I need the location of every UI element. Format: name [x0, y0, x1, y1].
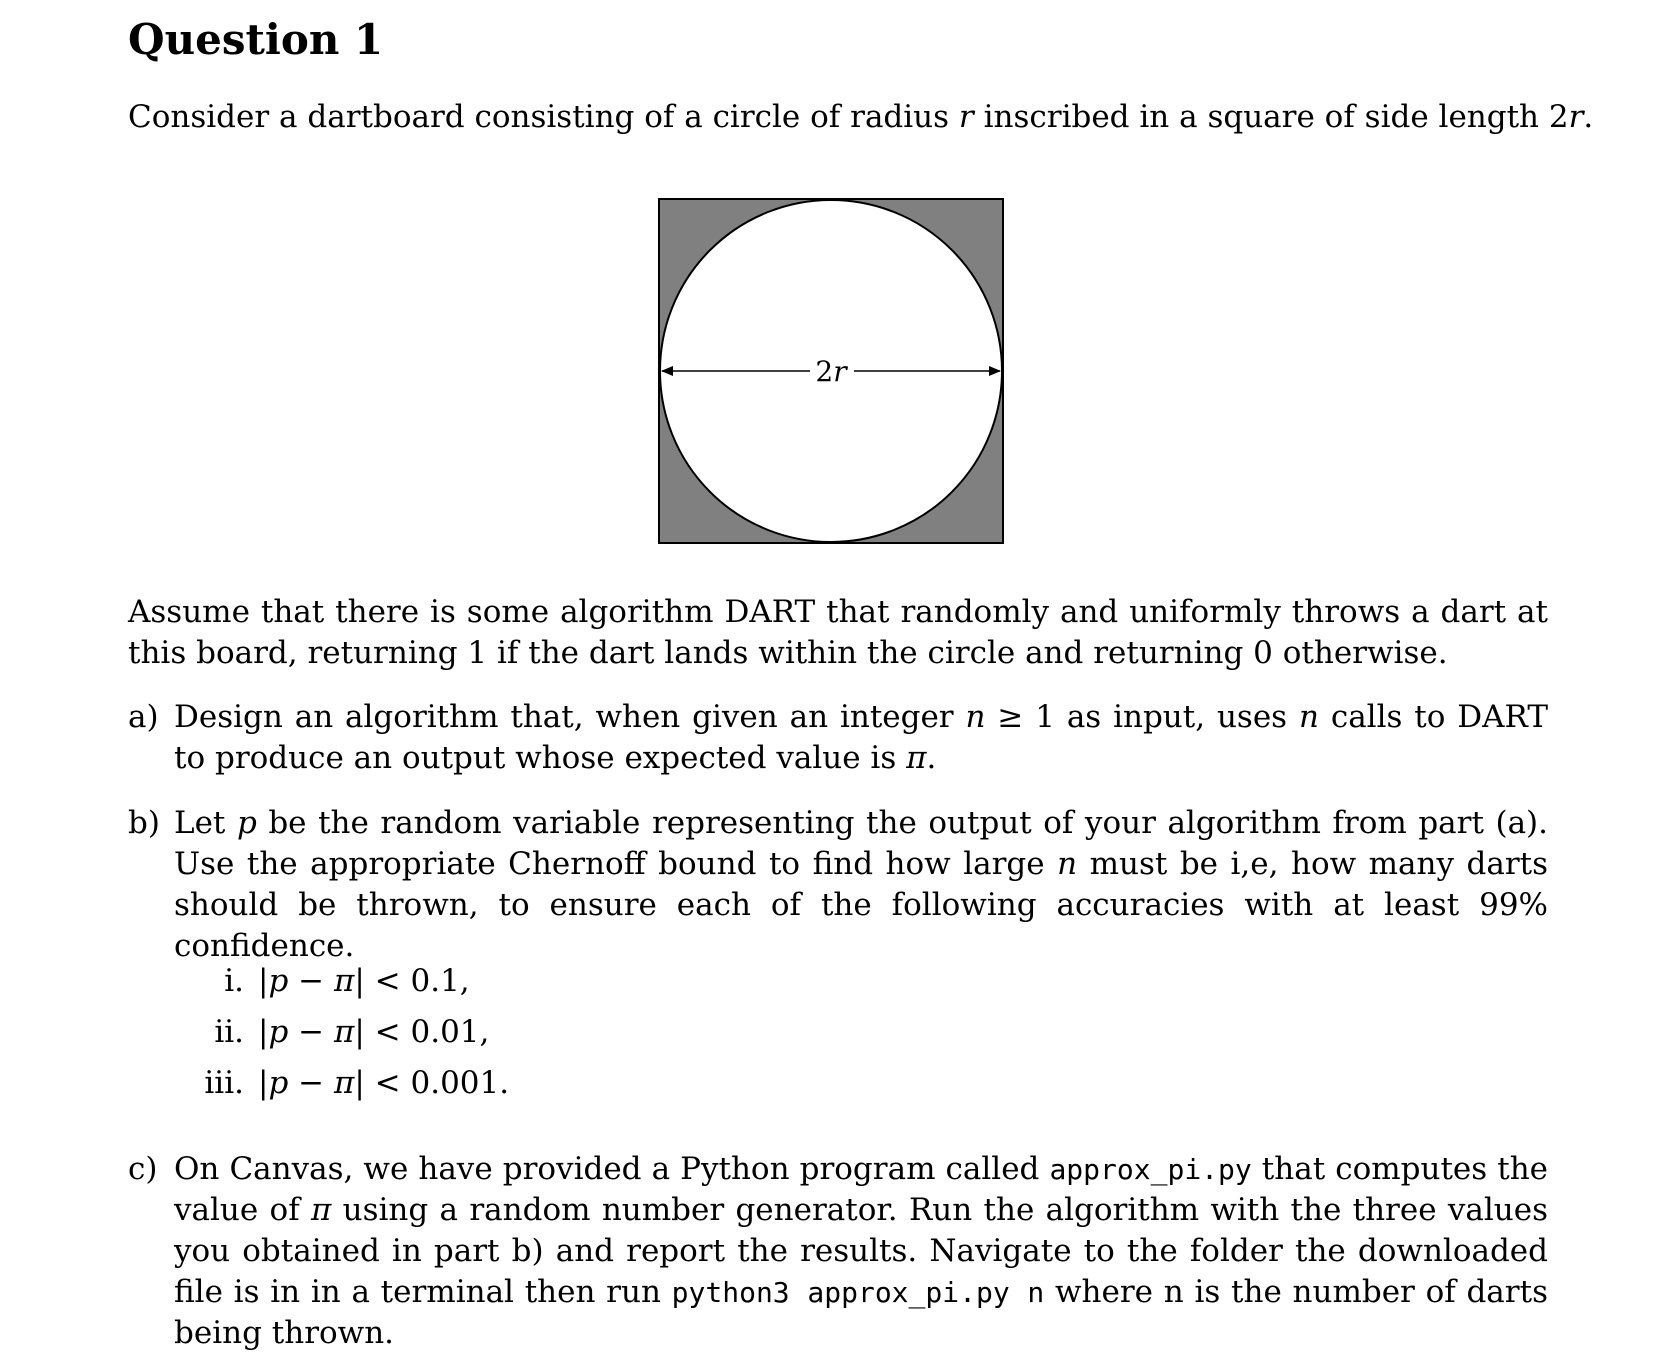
part-a-text: Design an algorithm that, when given an integer n ≥ 1 as input, uses n calls to DART to produce an output whose expected value is π.: [174, 699, 1549, 776]
assume-paragraph: Assume that there is some algorithm DART that randomly and uniformly throws a dart at this board, returning 1 if the dart lands within the circle and returning 0 otherwise.: [128, 594, 1548, 671]
question-title: Question 1: [128, 15, 384, 64]
list-item-marker: i.: [224, 963, 244, 999]
dartboard-figure: [658, 198, 1004, 544]
code-command: python3 approx_pi.py n: [671, 1276, 1045, 1309]
dartboard-svg: [658, 198, 1004, 544]
part-c-marker: c): [128, 1151, 158, 1187]
list-item-expression: |p − π| < 0.01,: [258, 1014, 490, 1050]
list-item-marker: ii.: [214, 1014, 244, 1050]
list-item-marker: iii.: [204, 1065, 244, 1101]
part-c: [128, 1149, 1548, 1354]
list-item-expression: |p − π| < 0.001.: [258, 1065, 510, 1101]
var-r: r: [958, 99, 974, 135]
part-a-marker: a): [128, 699, 159, 735]
diameter-label: 2r: [815, 355, 847, 388]
part-b-marker: b): [128, 805, 160, 841]
part-b-text: Let p be the random variable representing the output of your algorithm from part (a). Use the appropriate Chernoff bound to find how large n must be i,e, how many darts should be thrown, to ensure each of the following accuracies with at least 99% confidence.: [174, 805, 1549, 964]
part-b: [128, 803, 1548, 967]
part-c-text: On Canvas, we have provided a Python program called approx_pi.py that computes the value of π using a random number generator. Run the algorithm with the three values you obtained in part b) and report the results. Navigate to the folder the downloaded file is in in a terminal then run python3 approx_pi.py n where n is the number of darts being thrown.: [174, 1151, 1548, 1351]
code-filename: approx_pi.py: [1049, 1153, 1252, 1186]
intro-paragraph: Consider a dartboard consisting of a circle of radius r inscribed in a square of side length 2r.: [128, 99, 1594, 135]
var-r-2: r: [1568, 99, 1584, 135]
part-a: [128, 697, 1548, 779]
list-item-expression: |p − π| < 0.1,: [258, 963, 470, 999]
